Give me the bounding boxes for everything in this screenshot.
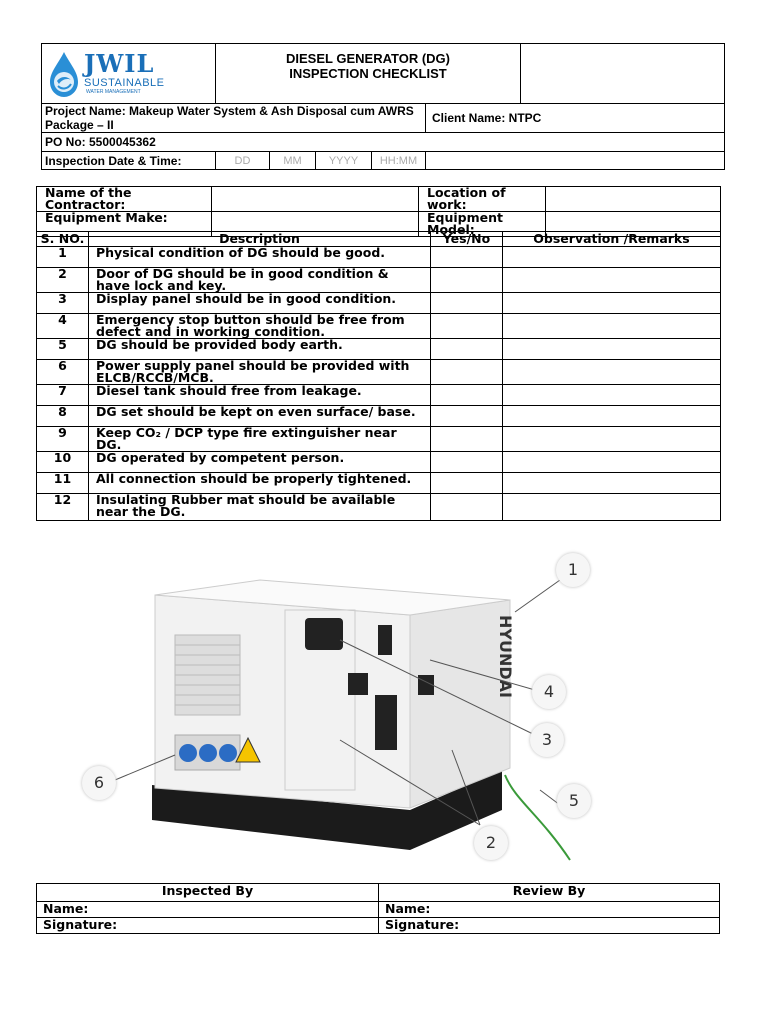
callout-2: 2 xyxy=(474,826,508,860)
title-line1: DIESEL GENERATOR (DG) xyxy=(286,51,450,66)
row-description: Emergency stop button should be free from defect and in working condition. xyxy=(89,314,431,339)
checklist-row xyxy=(37,293,721,314)
title-cell xyxy=(216,44,521,104)
review-by-header: Review By xyxy=(379,884,720,902)
row-description: Insulating Rubber mat should be available near the DG. xyxy=(89,494,431,521)
location-label: Location of work: xyxy=(419,187,546,212)
row-remarks-field[interactable] xyxy=(503,293,721,314)
row-yes-no-field[interactable] xyxy=(431,360,503,385)
logo-sub: SUSTAINABLE xyxy=(84,77,165,89)
row-number: 12 xyxy=(37,494,89,521)
checklist-row xyxy=(37,473,721,494)
project-name: Project Name: Makeup Water System & Ash Disposal cum AWRS Package – II xyxy=(42,104,426,133)
row-yes-no-field[interactable] xyxy=(431,473,503,494)
row-number: 8 xyxy=(37,406,89,427)
contractor-field[interactable] xyxy=(212,187,419,212)
row-description: Door of DG should be in good condition & have lock and key. xyxy=(89,268,431,293)
title-line2: INSPECTION CHECKLIST xyxy=(289,66,447,81)
client-name: Client Name: NTPC xyxy=(426,104,725,133)
time-field[interactable]: HH:MM xyxy=(372,152,426,170)
row-remarks-field[interactable] xyxy=(503,406,721,427)
row-yes-no-field[interactable] xyxy=(431,406,503,427)
row-yes-no-field[interactable] xyxy=(431,268,503,293)
row-remarks-field[interactable] xyxy=(503,452,721,473)
row-description: DG should be provided body earth. xyxy=(89,339,431,360)
callout-6: 6 xyxy=(82,766,116,800)
row-number: 10 xyxy=(37,452,89,473)
callout-5: 5 xyxy=(557,784,591,818)
blank-header-cell xyxy=(521,44,725,104)
logo-cell xyxy=(42,44,216,104)
col-description: Description xyxy=(89,232,431,247)
checklist-row xyxy=(37,494,721,521)
inspector-name-label: Name: xyxy=(37,902,379,918)
checklist-row xyxy=(37,360,721,385)
row-number: 11 xyxy=(37,473,89,494)
checklist-row xyxy=(37,452,721,473)
row-remarks-field[interactable] xyxy=(503,268,721,293)
row-yes-no-field[interactable] xyxy=(431,385,503,406)
logo-text: JWIL xyxy=(84,49,155,78)
logo-sub2: WATER MANAGEMENT xyxy=(86,89,141,95)
date-yyyy-field[interactable]: YYYY xyxy=(316,152,372,170)
blank-date-cell xyxy=(426,152,725,170)
signoff-table xyxy=(36,883,720,934)
door-handle xyxy=(375,695,397,750)
reviewer-name-label: Name: xyxy=(379,902,720,918)
location-field[interactable] xyxy=(546,187,721,212)
row-remarks-field[interactable] xyxy=(503,247,721,268)
row-number: 9 xyxy=(37,427,89,452)
checklist-row xyxy=(37,406,721,427)
checklist-table xyxy=(36,231,721,521)
display-panel xyxy=(305,618,343,650)
inspection-label: Inspection Date & Time: xyxy=(42,152,216,170)
row-number: 1 xyxy=(37,247,89,268)
row-remarks-field[interactable] xyxy=(503,494,721,521)
row-yes-no-field[interactable] xyxy=(431,247,503,268)
earth-cable xyxy=(505,775,570,860)
checklist-row xyxy=(37,339,721,360)
make-label: Equipment Make: xyxy=(37,212,212,237)
col-remarks: Observation /Remarks xyxy=(503,232,721,247)
model-label: Equipment Model: xyxy=(419,212,546,237)
row-remarks-field[interactable] xyxy=(503,339,721,360)
checklist-row xyxy=(37,385,721,406)
checklist-row xyxy=(37,247,721,268)
callout-4: 4 xyxy=(532,675,566,709)
socket-2 xyxy=(199,744,217,762)
row-description: DG set should be kept on even surface/ base. xyxy=(89,406,431,427)
emergency-stop xyxy=(378,625,392,655)
row-description: All connection should be properly tightened. xyxy=(89,473,431,494)
row-yes-no-field[interactable] xyxy=(431,314,503,339)
door-lock-left xyxy=(348,673,368,695)
date-mm-field[interactable]: MM xyxy=(270,152,316,170)
row-yes-no-field[interactable] xyxy=(431,427,503,452)
contractor-label: Name of the Contractor: xyxy=(37,187,212,212)
row-remarks-field[interactable] xyxy=(503,473,721,494)
row-yes-no-field[interactable] xyxy=(431,339,503,360)
row-description: DG operated by competent person. xyxy=(89,452,431,473)
row-number: 3 xyxy=(37,293,89,314)
generator-diagram xyxy=(70,540,610,870)
reviewer-signature-label: Signature: xyxy=(379,918,720,934)
row-remarks-field[interactable] xyxy=(503,385,721,406)
inspector-signature-label: Signature: xyxy=(37,918,379,934)
row-yes-no-field[interactable] xyxy=(431,293,503,314)
row-remarks-field[interactable] xyxy=(503,360,721,385)
col-yes-no: Yes/No xyxy=(431,232,503,247)
checklist-row xyxy=(37,314,721,339)
row-remarks-field[interactable] xyxy=(503,427,721,452)
socket-1 xyxy=(179,744,197,762)
socket-3 xyxy=(219,744,237,762)
date-dd-field[interactable]: DD xyxy=(216,152,270,170)
row-description: Physical condition of DG should be good. xyxy=(89,247,431,268)
row-number: 7 xyxy=(37,385,89,406)
checklist-row xyxy=(37,268,721,293)
row-number: 6 xyxy=(37,360,89,385)
row-description: Diesel tank should free from leakage. xyxy=(89,385,431,406)
callout-1: 1 xyxy=(556,553,590,587)
header-table xyxy=(41,43,725,170)
equipment-info-table xyxy=(36,186,721,237)
row-number: 4 xyxy=(37,314,89,339)
po-number: PO No: 5500045362 xyxy=(42,133,725,152)
row-number: 2 xyxy=(37,268,89,293)
row-number: 5 xyxy=(37,339,89,360)
callout-3: 3 xyxy=(530,723,564,757)
col-sno: S. NO. xyxy=(37,232,89,247)
row-description: Keep CO₂ / DCP type fire extinguisher near DG. xyxy=(89,427,431,452)
row-remarks-field[interactable] xyxy=(503,314,721,339)
brand-label: HYUNDAI xyxy=(496,615,515,698)
row-yes-no-field[interactable] xyxy=(431,494,503,521)
row-yes-no-field[interactable] xyxy=(431,452,503,473)
inspected-by-header: Inspected By xyxy=(37,884,379,902)
row-description: Display panel should be in good condition. xyxy=(89,293,431,314)
row-description: Power supply panel should be provided with ELCB/RCCB/MCB. xyxy=(89,360,431,385)
checklist-row xyxy=(37,427,721,452)
